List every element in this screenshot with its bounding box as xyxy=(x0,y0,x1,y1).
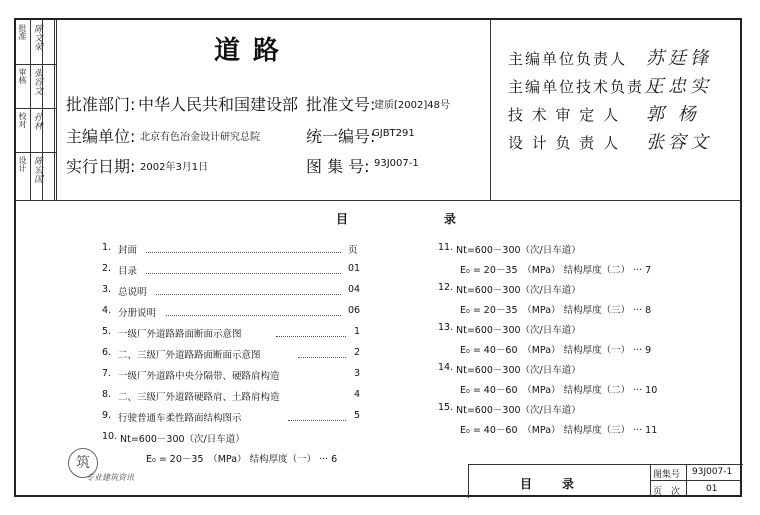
toc-leader xyxy=(166,315,341,316)
toc-page: 04 xyxy=(348,284,361,295)
editor-unit-label: 主编单位: xyxy=(66,127,136,146)
toc-no: 1. xyxy=(102,242,112,253)
toc-title-line2: E₀ = 40－60 （MPa） 结构厚度（三） ··· 11 xyxy=(460,425,658,436)
toc-no: 3. xyxy=(102,284,112,295)
toc-heading-left: 目 xyxy=(336,212,349,226)
toc-page: 2 xyxy=(354,347,361,358)
toc-page: 4 xyxy=(354,389,361,400)
approval-doc-label: 批准文号: xyxy=(306,95,376,114)
atlas-no: 93J007-1 xyxy=(374,158,419,169)
toc-page: 3 xyxy=(354,368,361,379)
toc-leader xyxy=(276,336,346,337)
toc-title[interactable]: 目录 xyxy=(118,266,138,277)
toc-no: 5. xyxy=(102,326,112,337)
toc-title-line2: E₀ = 20－35 （MPa） 结构厚度（一） ··· 6 xyxy=(146,454,338,465)
stamp-seal: 筑 xyxy=(68,448,98,478)
stamp-text: 专业建筑资讯 xyxy=(86,473,134,482)
page-value: 01 xyxy=(706,484,718,494)
toc-title[interactable]: Nt=600－300（次/日车道） xyxy=(456,245,581,256)
toc-leader xyxy=(288,420,346,421)
title-block-name: 目 录 xyxy=(520,477,577,491)
toc-no: 7. xyxy=(102,368,112,379)
toc-page: 06 xyxy=(348,305,361,316)
toc-leader xyxy=(146,273,341,274)
toc-page: 5 xyxy=(354,410,361,421)
toc-no: 10. xyxy=(102,431,118,442)
toc-no: 12. xyxy=(438,282,454,293)
strip-name: 孙林 xyxy=(32,112,42,130)
unified-no: GJBT291 xyxy=(372,128,415,139)
header-split xyxy=(490,20,491,200)
toc-page: 1 xyxy=(354,326,361,337)
toc-title-line2: E₀ = 40－60 （MPa） 结构厚度（二） ··· 10 xyxy=(460,385,658,396)
toc-title[interactable]: 封面 xyxy=(118,245,138,256)
signature: 张容文 xyxy=(646,132,712,153)
strip-role: 设计 xyxy=(18,156,27,172)
strip-role: 审核 xyxy=(18,68,27,84)
toc-title[interactable]: 二、三级厂外道路路面断面示意图 xyxy=(118,350,261,361)
toc-no: 13. xyxy=(438,322,454,333)
toc-title[interactable]: Nt=600－300（次/日车道） xyxy=(456,405,581,416)
toc-title[interactable]: 总说明 xyxy=(118,287,147,298)
toc-no: 14. xyxy=(438,362,454,373)
toc-title[interactable]: Nt=600－300（次/日车道） xyxy=(456,325,581,336)
header-bottom-border xyxy=(56,200,742,201)
toc-title[interactable]: 二、三级厂外道路硬路肩、土路肩构造 xyxy=(118,392,280,403)
toc-title[interactable]: 行驶普通车柔性路面结构图示 xyxy=(118,413,242,424)
responsible-role: 设 计 负 责 人 xyxy=(508,134,621,152)
strip-row-line xyxy=(16,200,56,201)
toc-no: 9. xyxy=(102,410,112,421)
signature: 王忠实 xyxy=(646,76,712,97)
signature: 郭 杨 xyxy=(646,104,700,125)
responsible-role: 技 术 审 定 人 xyxy=(508,106,621,124)
approval-dept-label: 批准部门: xyxy=(66,95,136,114)
strip-name: 陈宏国 xyxy=(32,156,42,183)
responsible-role: 主编单位技术负责人 xyxy=(508,78,662,96)
effective-date-label: 实行日期: xyxy=(66,157,136,176)
strip-row-line xyxy=(16,108,56,109)
strip-divider xyxy=(54,20,55,200)
editor-unit: 北京有色冶金设计研究总院 xyxy=(140,132,260,143)
toc-leader xyxy=(146,252,341,253)
toc-leader xyxy=(156,294,341,295)
responsible-role: 主编单位负责人 xyxy=(508,50,628,68)
effective-date: 2002年3月1日 xyxy=(140,162,209,173)
strip-name: 张容文 xyxy=(32,68,42,95)
toc-no: 4. xyxy=(102,305,112,316)
toc-title[interactable]: Nt=600－300（次/日车道） xyxy=(120,434,245,445)
toc-title[interactable]: 一级厂外道路路面断面示意图 xyxy=(118,329,242,340)
drawing-sheet xyxy=(14,18,742,497)
unified-no-label: 统一编号: xyxy=(306,127,376,146)
toc-title[interactable]: Nt=600－300（次/日车道） xyxy=(456,365,581,376)
strip-role: 批准 xyxy=(18,24,27,40)
atlas-label: 图集号 xyxy=(653,470,681,480)
strip-row-line xyxy=(16,152,56,153)
toc-title[interactable]: 分册说明 xyxy=(118,308,157,319)
atlas-no-label: 图 集 号: xyxy=(306,157,370,176)
strip-row-line xyxy=(16,64,56,65)
atlas-value: 93J007-1 xyxy=(692,467,733,477)
toc-page: 01 xyxy=(348,263,361,274)
approval-doc: 建质[2002]48号 xyxy=(374,100,450,111)
toc-no: 15. xyxy=(438,402,454,413)
header-left-border xyxy=(56,20,57,200)
toc-no: 2. xyxy=(102,263,112,274)
toc-title-line2: E₀ = 40－60 （MPa） 结构厚度（一） ··· 9 xyxy=(460,345,652,356)
signature: 苏廷锋 xyxy=(646,48,712,69)
toc-no: 11. xyxy=(438,242,454,253)
toc-leader xyxy=(298,357,346,358)
toc-no: 8. xyxy=(102,389,112,400)
toc-title[interactable]: 一级厂外道路中央分隔带、硬路肩构造 xyxy=(118,371,280,382)
toc-title-line2: E₀ = 20－35 （MPa） 结构厚度（二） ··· 7 xyxy=(460,265,652,276)
approval-dept: 中华人民共和国建设部 xyxy=(138,95,299,114)
toc-heading-right: 录 xyxy=(444,212,457,226)
title-block-row xyxy=(650,480,742,481)
toc-page: 页 xyxy=(348,245,358,256)
strip-name: 陈文荣 xyxy=(32,24,42,51)
toc-title[interactable]: Nt=600－300（次/日车道） xyxy=(456,285,581,296)
toc-no: 6. xyxy=(102,347,112,358)
strip-role: 校对 xyxy=(18,112,27,128)
page-title: 道 路 xyxy=(214,36,282,66)
page-label: 页 次 xyxy=(653,487,681,497)
toc-title-line2: E₀ = 20－35 （MPa） 结构厚度（三） ··· 8 xyxy=(460,305,652,316)
